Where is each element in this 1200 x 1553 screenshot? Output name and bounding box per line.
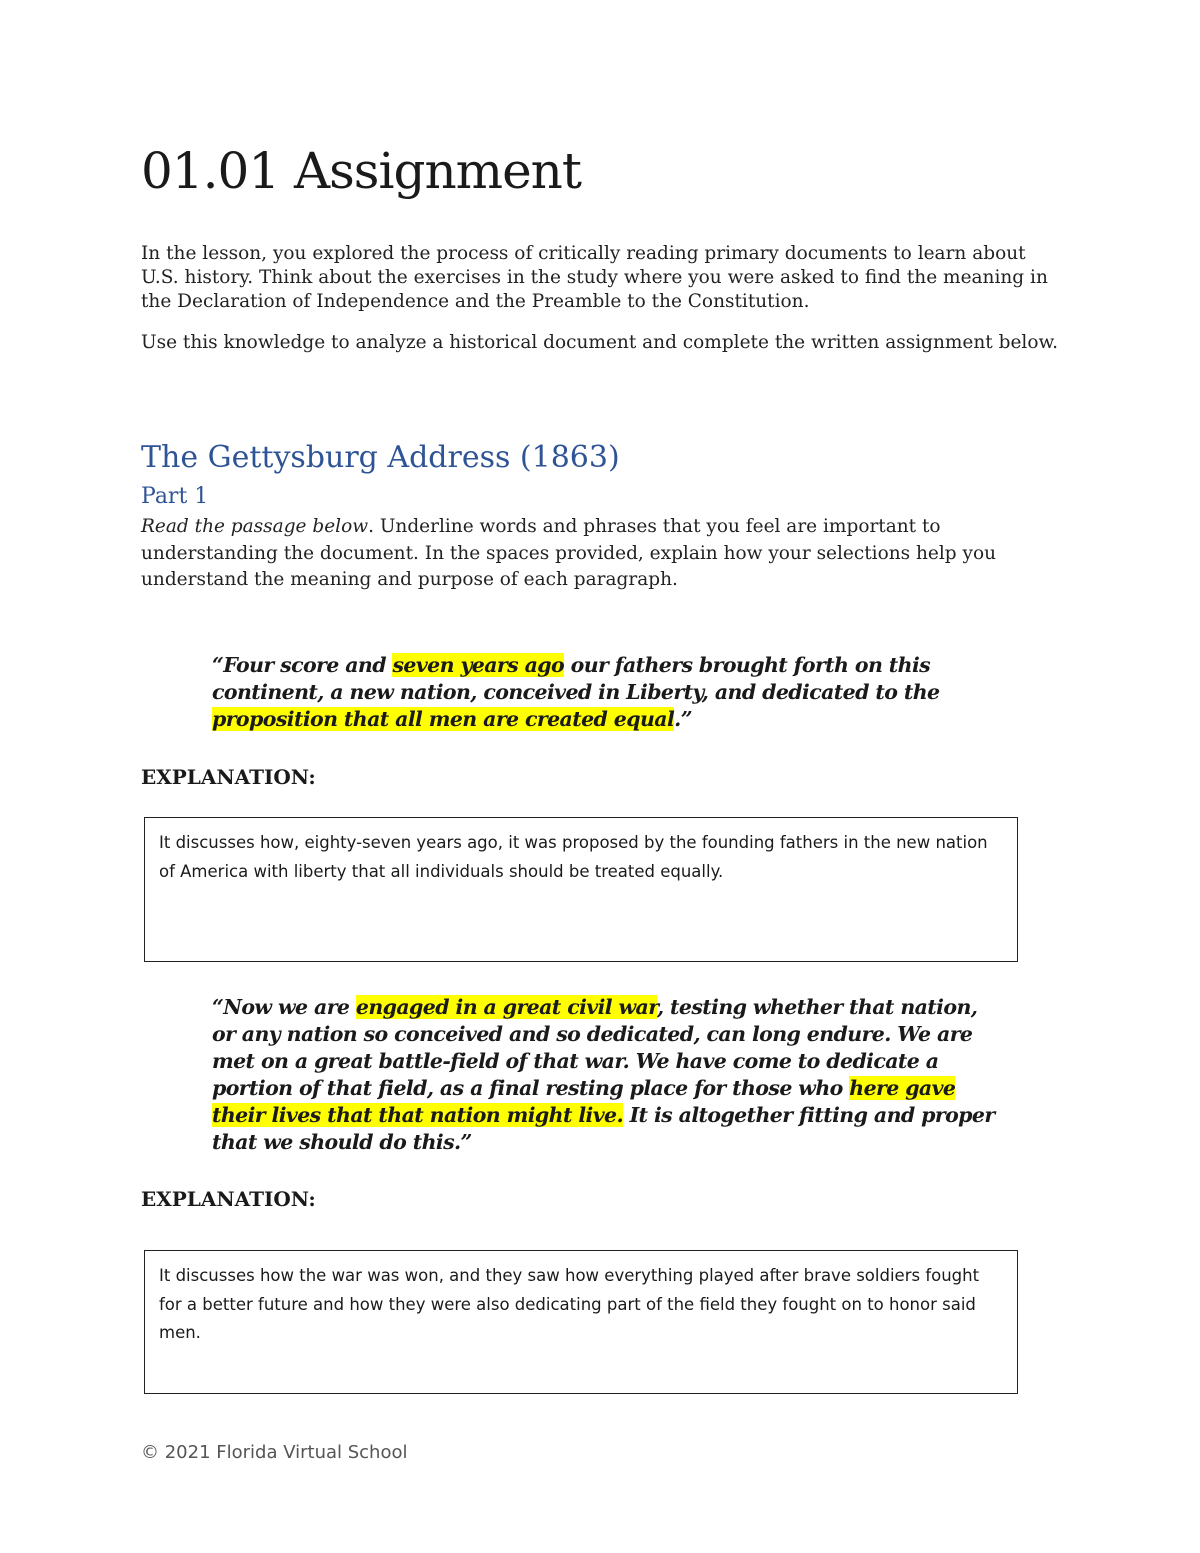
quote-1-highlight-1: seven years ago xyxy=(392,653,565,677)
answer-box-2[interactable] xyxy=(144,1250,1018,1394)
quote-2 xyxy=(212,994,1002,1156)
quote-1-text-2: our fathers brought forth on this continent, a new nation, conceived in Liberty, and dedicated to the xyxy=(212,653,940,704)
answer-box-1[interactable] xyxy=(144,817,1018,962)
quote-2-highlight-2: here gave their lives that that nation might live. xyxy=(212,1076,956,1127)
section-heading: The Gettysburg Address (1863) xyxy=(141,440,620,475)
quote-2-text-2: , testing whether that nation, or any nation so conceived and so dedicated, can long endure. We are met on a great battle-field of that war. We have come to dedicate a portion of that field, as a final resting place for those who xyxy=(212,995,978,1100)
quote-2-highlight-1: engaged in a great civil war xyxy=(355,995,657,1019)
instructions-text: . Underline words and phrases that you feel are important to understanding the document. In the spaces provided, explain how your selections help you understand the meaning and purpose of each paragraph. xyxy=(141,516,997,590)
part-heading: Part 1 xyxy=(141,484,209,509)
quote-1-text-1: “Four score and xyxy=(212,653,393,677)
intro-paragraph-1: In the lesson, you explored the process of critically reading primary documents to learn about U.S. history. Think about the exercises in the study where you were asked to find the meaning in the Declaration of Independence and the Preamble to the Constitution. xyxy=(141,243,1048,312)
explanation-label-2: EXPLANATION: xyxy=(141,1187,316,1211)
quote-1 xyxy=(212,652,1002,733)
quote-2-text-3: It is altogether fitting and proper that we should do this.” xyxy=(212,1103,995,1154)
quote-1-text-3: .” xyxy=(674,707,692,731)
intro-paragraph-2: Use this knowledge to analyze a historical document and complete the written assignment below. xyxy=(141,332,1058,353)
quote-1-highlight-2: proposition that all men are created equal xyxy=(212,707,675,731)
explanation-label-1: EXPLANATION: xyxy=(141,765,316,789)
quote-2-text-1: “Now we are xyxy=(212,995,356,1019)
answer-text-2: It discusses how the war was won, and they saw how everything played after brave soldiers fought for a better future and how they were also dedicating part of the field they fought on to honor said men. xyxy=(159,1266,980,1342)
answer-text-1: It discusses how, eighty-seven years ago, it was proposed by the founding fathers in the new nation of America with liberty that all individuals should be treated equally. xyxy=(159,833,988,881)
page-title: 01.01 Assignment xyxy=(141,142,581,200)
copyright-footer: © 2021 Florida Virtual School xyxy=(141,1442,408,1463)
instructions xyxy=(141,514,1066,594)
instructions-lead: Read the passage below xyxy=(141,516,369,537)
